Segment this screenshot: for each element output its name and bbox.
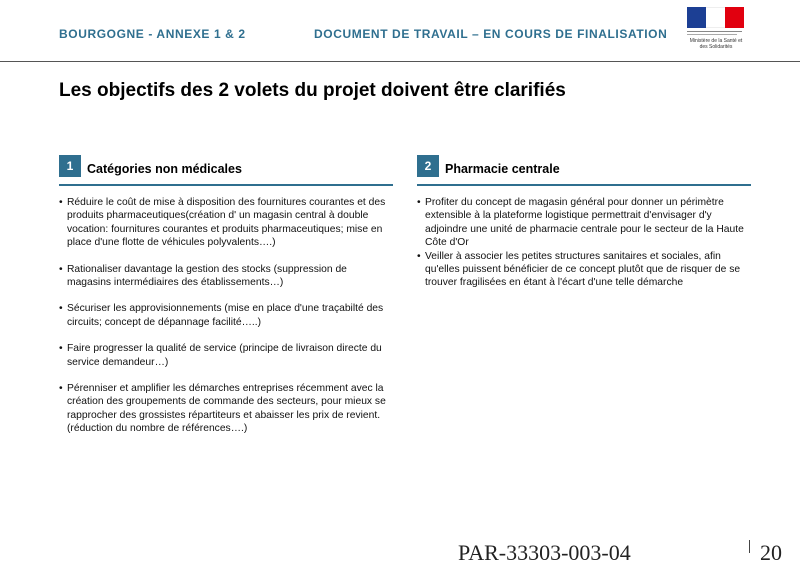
section-number-badge: 2 bbox=[417, 155, 439, 177]
section-number-badge: 1 bbox=[59, 155, 81, 177]
page-title: Les objectifs des 2 volets du projet doivent être clarifiés bbox=[59, 80, 566, 101]
page-number: 20 bbox=[760, 540, 782, 565]
header-divider bbox=[0, 61, 800, 62]
bullet-item: • Profiter du concept de magasin général pour donner un périmètre extensible à la plateforme logistique permettrait d'envisager d'y adjoindre une unité de pharmacie centrale pour le secteur de la Haute Côte d'Or bbox=[417, 196, 751, 250]
bullet-item: • Sécuriser les approvisionnements (mise en place d'une traçabilté des circuits; concept de dépannage facilité…..) bbox=[59, 302, 393, 329]
section-categories-non-medicales bbox=[59, 155, 393, 449]
republique-francaise-logo bbox=[687, 7, 745, 57]
bullet-list bbox=[417, 196, 751, 290]
bullet-item: • Faire progresser la qualité de service (principe de livraison directe du service demandeur…) bbox=[59, 342, 393, 369]
header-status-label: DOCUMENT DE TRAVAIL – EN COURS DE FINALISATION bbox=[314, 27, 668, 41]
section-title: Pharmacie centrale bbox=[445, 162, 560, 176]
tricolor-flag-icon bbox=[687, 7, 744, 28]
section-pharmacie-centrale bbox=[417, 155, 751, 290]
bullet-item: • Rationaliser davantage la gestion des stocks (suppression de magasins intermédiaires des établissements…) bbox=[59, 263, 393, 290]
section-header bbox=[417, 155, 751, 186]
header-left-label: BOURGOGNE - ANNEXE 1 & 2 bbox=[59, 27, 246, 41]
document-reference: PAR-33303-003-04 bbox=[458, 540, 631, 565]
bullet-item: • Réduire le coût de mise à disposition des fournitures courantes et des produits pharmaceutiques(création d' un magasin central à double vocation: fournitures courantes et produits pharmaceutiques; mise en place d'une flotte de véhicules polyvalents….) bbox=[59, 196, 393, 250]
ministry-caption: Ministère de la Santé et des Solidarités bbox=[689, 38, 743, 50]
footer-divider bbox=[749, 540, 750, 553]
bullet-item: • Pérenniser et amplifier les démarches entreprises récemment avec la création des groupements de commande des secteurs, pour mieux se rapprocher des grossistes répartiteurs et abaisser les prix de revient. (réduction du nombre de références….) bbox=[59, 382, 393, 436]
bullet-list bbox=[59, 196, 393, 436]
section-header bbox=[59, 155, 393, 186]
bullet-item: • Veiller à associer les petites structures sanitaires et sociales, afin qu'elles puissent bénéficier de ce concept plutôt que de risquer de se trouver fragilisées en étant à l'écart d'une telle démarche bbox=[417, 250, 751, 290]
section-title: Catégories non médicales bbox=[87, 162, 242, 176]
